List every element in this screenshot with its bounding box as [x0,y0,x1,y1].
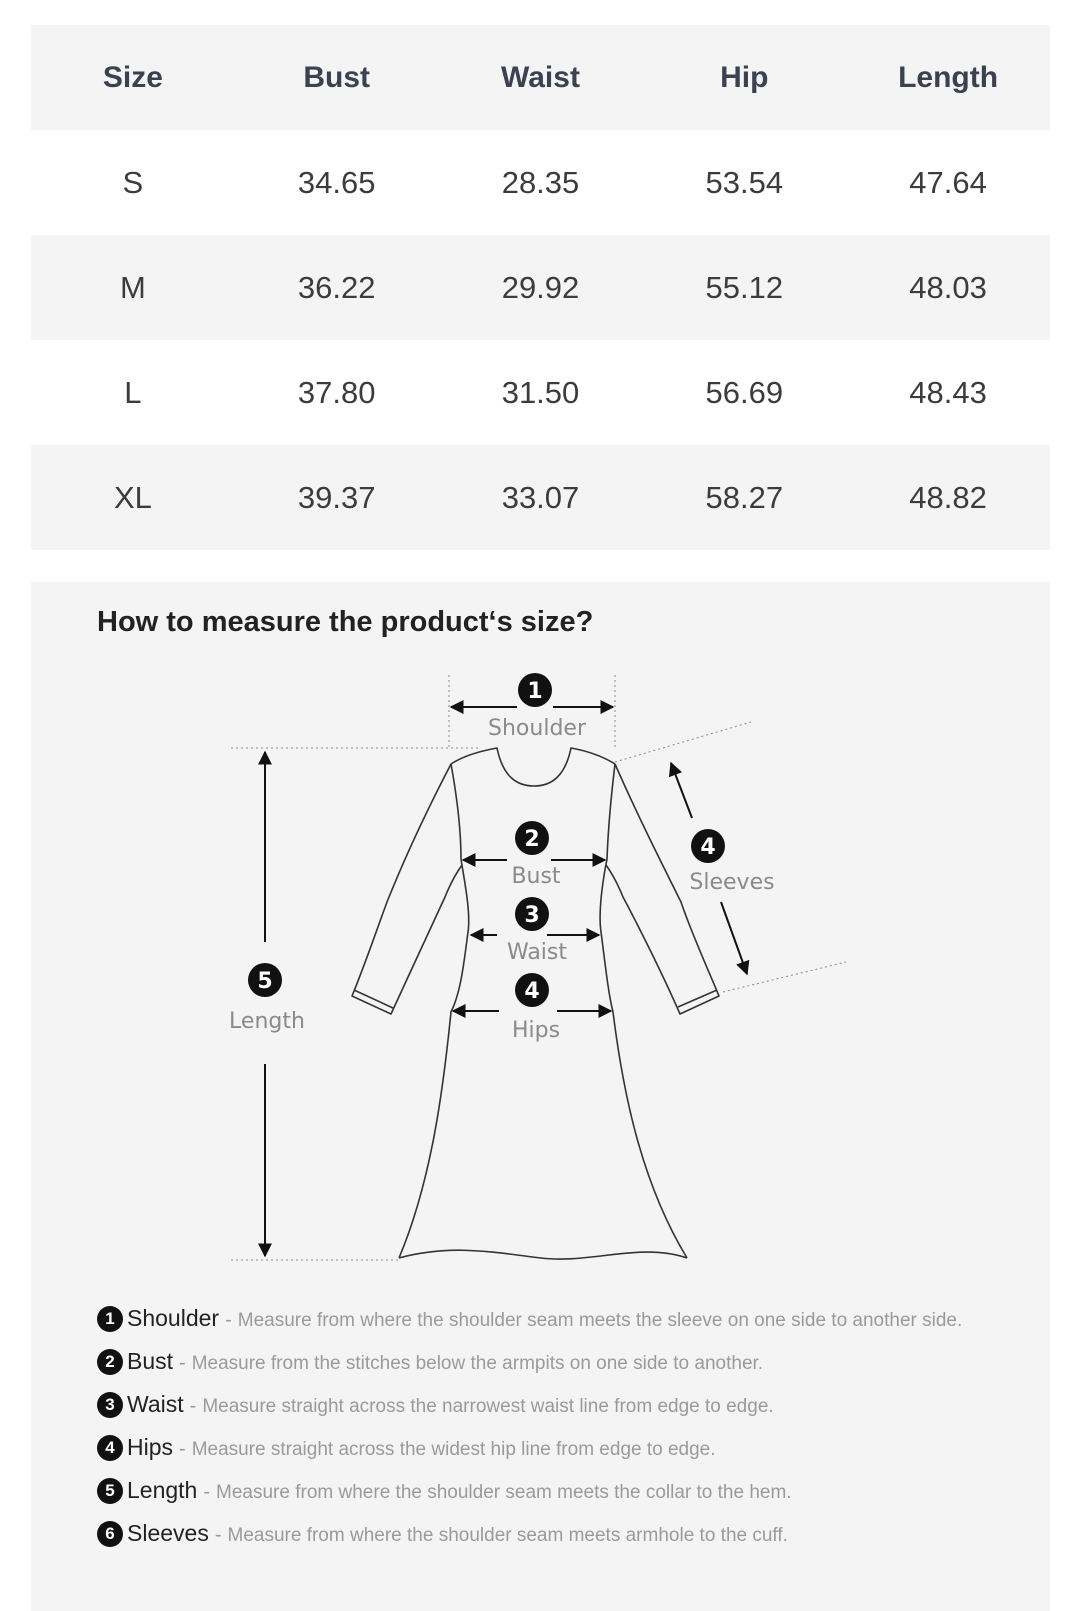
sleeves-marker [689,829,774,895]
cell-size: S [122,164,144,200]
measure-legend [97,1304,997,1562]
cell-size: L [124,374,142,410]
shoulder-number: 1 [527,679,543,704]
cell-hip: 56.69 [705,374,784,410]
number-badge: 1 [97,1306,123,1332]
cell-size: M [119,269,146,305]
length-label: Length [229,1009,305,1034]
legend-item-shoulder: 1 Shoulder - Measure from where the shoulder seam meets the sleeve on one side to another side. [97,1304,997,1335]
cell-hip: 58.27 [705,479,784,515]
legend-item-sleeves: 6 Sleeves - Measure from where the shoulder seam meets armhole to the cuff. [97,1519,997,1550]
cell-bust: 39.37 [297,479,376,515]
legend-term: Waist [127,1391,184,1417]
cell-bust: 36.22 [297,269,376,305]
cell-waist: 29.92 [501,269,580,305]
cell-size: XL [113,479,152,515]
waist-label: Waist [506,940,568,965]
table-row [31,445,1050,550]
table-row [31,130,1050,235]
hips-number: 4 [524,979,540,1004]
number-badge: 2 [97,1349,123,1375]
hips-label: Hips [511,1018,561,1043]
header-size: Size [102,60,163,94]
size-chart-table [31,25,1050,550]
legend-description: Measure from where the shoulder seam meets the sleeve on one side to another side. [237,1310,963,1331]
number-badge: 4 [97,1435,123,1461]
measure-arrows [265,707,747,1256]
legend-term: Length [127,1477,198,1503]
guide-lines [231,675,846,1260]
cell-bust: 34.65 [297,164,376,200]
header-waist: Waist [501,60,580,94]
cell-length: 48.82 [909,479,987,515]
cell-hip: 53.54 [705,164,784,200]
waist-number: 3 [524,903,540,928]
legend-item-waist: 3 Waist - Measure straight across the narrowest waist line from edge to edge. [97,1390,997,1421]
legend-term: Hips [127,1434,174,1460]
number-badge: 5 [97,1478,123,1504]
legend-term: Shoulder [127,1305,220,1331]
header-length: Length [898,60,999,94]
sleeves-label: Sleeves [689,870,775,895]
length-marker [229,963,305,1034]
measure-guide-panel [31,582,1050,1611]
guide-title: How to measure the product‘s size? [97,606,594,638]
legend-item-length: 5 Length - Measure from where the shoulder seam meets the collar to the hem. [97,1476,997,1507]
cell-length: 48.03 [909,269,987,305]
cell-waist: 28.35 [501,164,580,200]
legend-description: Measure from where the shoulder seam meets the collar to the hem. [216,1482,792,1503]
shoulder-label: Shoulder [488,716,586,741]
header-hip: Hip [720,60,769,94]
hips-marker [512,973,560,1043]
legend-item-hips: 4 Hips - Measure straight across the widest hip line from edge to edge. [97,1433,997,1464]
bust-number: 2 [524,827,540,852]
cell-bust: 37.80 [297,374,376,410]
number-badge: 3 [97,1392,123,1418]
legend-term: Sleeves [127,1520,209,1546]
legend-description: Measure straight across the narrowest waist line from edge to edge. [202,1396,774,1417]
cell-waist: 31.50 [501,374,580,410]
legend-item-bust: 2 Bust - Measure from the stitches below the armpits on one side to another. [97,1347,997,1378]
length-number: 5 [257,969,273,994]
cell-length: 48.43 [909,374,987,410]
dress-measure-diagram [31,582,1050,1282]
table-row [31,340,1050,445]
legend-description: Measure from where the shoulder seam meets armhole to the cuff. [227,1525,788,1546]
bust-label: Bust [511,864,561,889]
bust-marker [511,821,560,889]
sleeves-number: 4 [700,835,716,860]
cell-length: 47.64 [909,164,987,200]
table-header-row [31,25,1050,130]
legend-description: Measure straight across the widest hip line from edge to edge. [191,1439,716,1460]
legend-term: Bust [127,1348,174,1374]
header-bust: Bust [303,60,371,94]
legend-description: Measure from the stitches below the armpits on one side to another. [191,1353,764,1374]
waist-marker [507,897,567,965]
cell-hip: 55.12 [705,269,784,305]
number-badge: 6 [97,1521,123,1547]
table-row [31,235,1050,340]
cell-waist: 33.07 [501,479,580,515]
